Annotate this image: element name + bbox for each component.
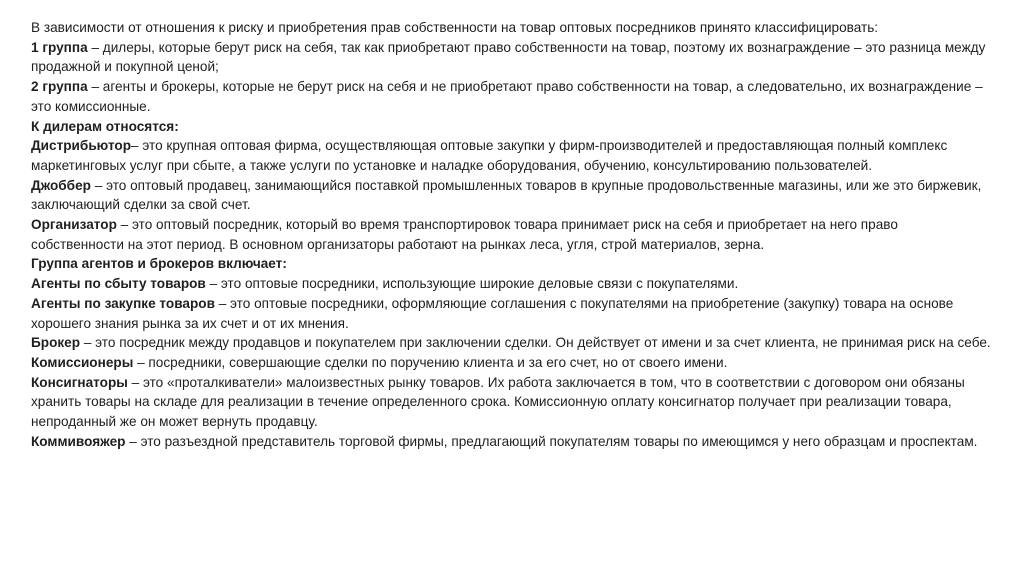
- group-1-term: 1 группа: [31, 39, 88, 55]
- group-2-paragraph: [31, 77, 991, 116]
- jobber-paragraph: [31, 176, 991, 215]
- distributor-paragraph: [31, 136, 991, 175]
- sales-agents-term: Агенты по сбыту товаров: [31, 276, 206, 292]
- intro-paragraph: В зависимости от отношения к риску и приобретения прав собственности на товар оптовых посредников принято классифицировать:: [31, 20, 879, 35]
- consignors-text: – это «проталкиватели» малоизвестных рынку товаров. Их работа заключается в том, что в соответствии с договором они обязаны хранить товары на складе для реализации в течение определенного срока. Комиссионную оплату консигнатор получает при реализации товара, непроданный же он может вернуть продавцу.: [31, 374, 965, 430]
- broker-paragraph: [31, 333, 991, 353]
- consignors-paragraph: [31, 373, 991, 432]
- jobber-term: Джоббер: [31, 177, 91, 193]
- broker-text: – это посредник между продавцов и покупателем при заключении сделки. Он действует от имени и за счет клиента, не принимая риск на себе.: [80, 335, 991, 351]
- group-1-paragraph: [31, 38, 991, 77]
- slide-text-body: [31, 18, 991, 451]
- group-1-text: – дилеры, которые берут риск на себя, так как приобретают право собственности на товар, поэтому их вознаграждение – это разница между продажной и покупной ценой;: [31, 39, 986, 75]
- commissioners-text: – посредники, совершающие сделки по поручению клиента и за его счет, но от своего имени.: [133, 354, 728, 370]
- commissioners-paragraph: [31, 353, 991, 373]
- distributor-term: Дистрибьютор: [31, 138, 132, 154]
- traveling-salesman-term: Коммивояжер: [31, 433, 126, 449]
- purchase-agents-term: Агенты по закупке товаров: [31, 295, 215, 311]
- traveling-salesman-paragraph: [31, 432, 991, 452]
- group-2-term: 2 группа: [31, 79, 88, 95]
- organizer-paragraph: [31, 215, 991, 254]
- group-2-text: – агенты и брокеры, которые не берут риск на себя и не приобретают право собственности на товар, а следовательно, их вознаграждение – это комиссионные.: [31, 79, 983, 114]
- broker-term: Брокер: [31, 335, 81, 351]
- commissioners-term: Комиссионеры: [31, 354, 134, 370]
- purchase-agents-text: – это оптовые посредники, оформляющие соглашения с покупателями на приобретение (закупку) товара на основе хорошего знания рынка за их счет и от их мнения.: [31, 295, 954, 331]
- consignors-term: Консигнаторы: [31, 374, 128, 390]
- jobber-text: – это оптовый продавец, занимающийся поставкой промышленных товаров в крупные продовольственные магазины, или же это биржевик, заключающий сделки за свой счет.: [31, 177, 982, 213]
- organizer-text: – это оптовый посредник, который во время транспортировок товара принимает риск на себя и приобретает на него право собственности на этот период. В основном организаторы работают на рынках леса, угля, строй материалов, зерна.: [31, 217, 898, 252]
- distributor-text: – это крупная оптовая фирма, осуществляющая оптовые закупки у фирм-производителей и предоставляющая полный комплекс маркетинговых услуг при сбыте, а также услуги по установке и наладке оборудования, обучению, консультированию пользователей.: [31, 138, 948, 173]
- traveling-salesman-text: – это разъездной представитель торговой фирмы, предлагающий покупателям товары по имеющимся у него образцам и проспектам.: [125, 433, 978, 449]
- sales-agents-text: – это оптовые посредники, использующие широкие деловые связи с покупателями.: [205, 276, 739, 292]
- agents-heading: Группа агентов и брокеров включает:: [31, 256, 287, 272]
- sales-agents-paragraph: [31, 274, 991, 294]
- organizer-term: Организатор: [31, 217, 117, 233]
- purchase-agents-paragraph: [31, 294, 991, 333]
- dealers-heading: К дилерам относятся:: [31, 118, 179, 134]
